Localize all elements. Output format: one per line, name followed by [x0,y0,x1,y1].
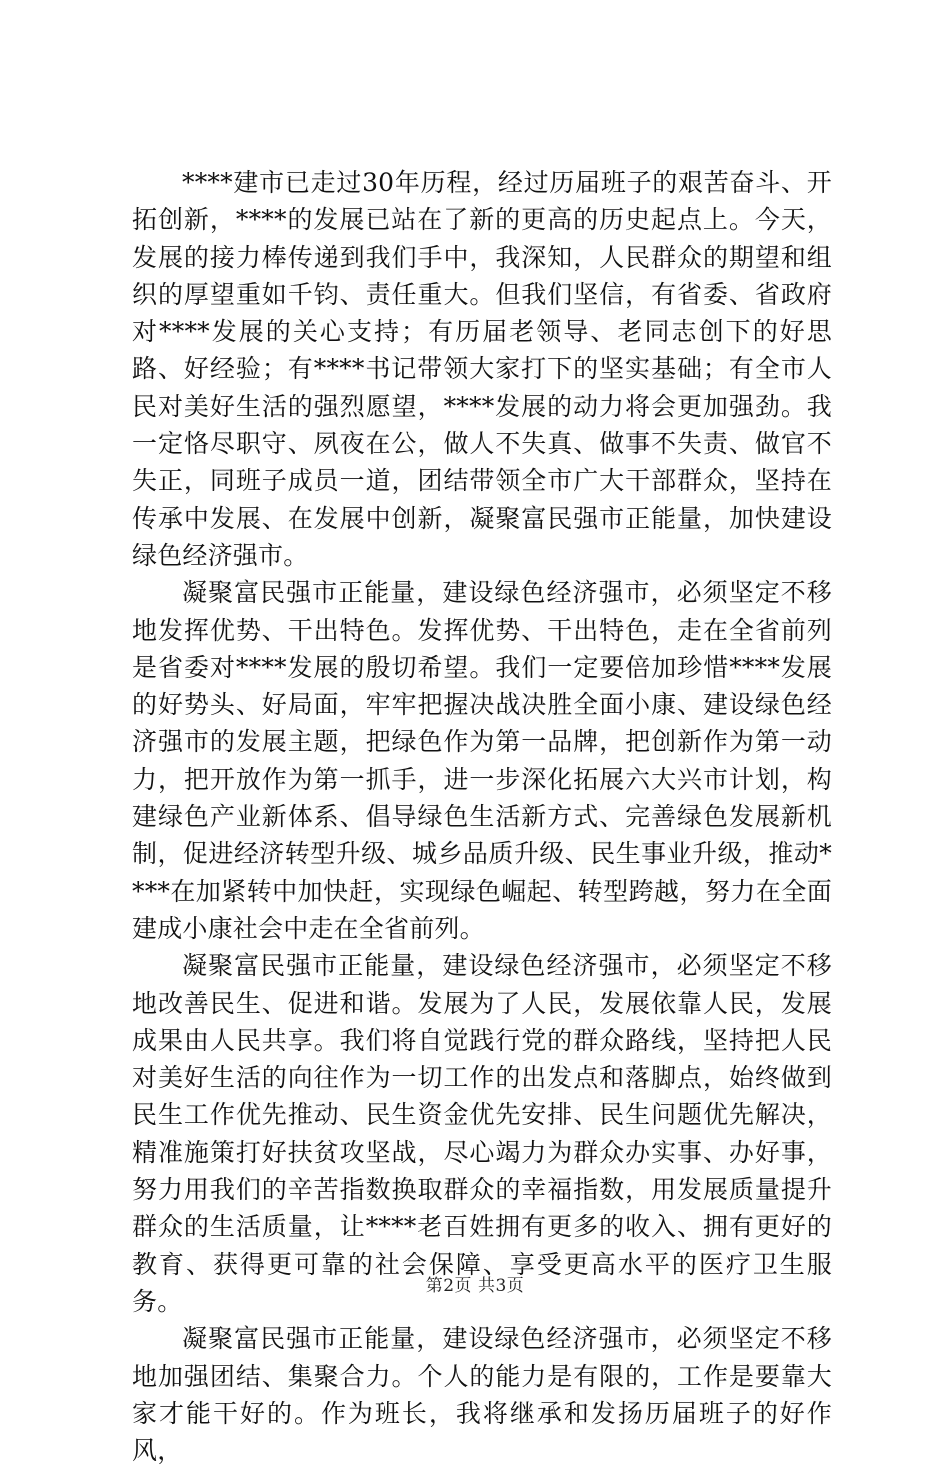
page-number-footer: 第2页 共3页 [425,1276,525,1296]
paragraph-3: 凝聚富民强市正能量，建设绿色经济强市，必须坚定不移地改善民生、促进和谐。发展为了人民，发展依靠人民，发展成果由人民共享。我们将自觉践行党的群众路线，坚持把人民对美好生活的向往作为一切工作的出发点和落脚点，始终做到民生工作优先推动、民生资金优先安排、民生问题优先解决，精准施策打好扶贫攻坚战，尽心竭力为群众办实事、办好事，努力用我们的辛苦指数换取群众的幸福指数，用发展质量提升群众的生活质量，让****老百姓拥有更多的收入、拥有更好的教育、获得更可靠的社会保障、享受更高水平的医疗卫生服务。 [132,951,832,1316]
paragraph-1: ****建市已走过30年历程，经过历届班子的艰苦奋斗、开拓创新，****的发展已站在了新的更高的历史起点上。今天，发展的接力棒传递到我们手中，我深知，人民群众的期望和组织的厚望重如千钧、责任重大。但我们坚信，有省委、省政府对****发展的关心支持；有历届老领导、老同志创下的好思路、好经验；有****书记带领大家打下的坚实基础；有全市人民对美好生活的强烈愿望，****发展的动力将会更加强劲。我一定恪尽职守、夙夜在公，做人不失真、做事不失责、做官不失正，同班子成员一道，团结带领全市广大干部群众，坚持在传承中发展、在发展中创新，凝聚富民强市正能量，加快建设绿色经济强市。 [132,168,832,570]
paragraph-2: 凝聚富民强市正能量，建设绿色经济强市，必须坚定不移地发挥优势、干出特色。发挥优势、干出特色，走在全省前列是省委对****发展的殷切希望。我们一定要倍加珍惜****发展的好势头、好局面，牢牢把握决战决胜全面小康、建设绿色经济强市的发展主题，把绿色作为第一品牌，把创新作为第一动力，把开放作为第一抓手，进一步深化拓展六大兴市计划，构建绿色产业新体系、倡导绿色生活新方式、完善绿色发展新机制，促进经济转型升级、城乡品质升级、民生事业升级，推动****在加紧转中加快赶，实现绿色崛起、转型跨越，努力在全面建成小康社会中走在全省前列。 [132,578,832,943]
paragraph-4: 凝聚富民强市正能量，建设绿色经济强市，必须坚定不移地加强团结、集聚合力。个人的能力是有限的，工作是要靠大家才能干好的。作为班长，我将继承和发扬历届班子的好作风， [132,1324,832,1466]
